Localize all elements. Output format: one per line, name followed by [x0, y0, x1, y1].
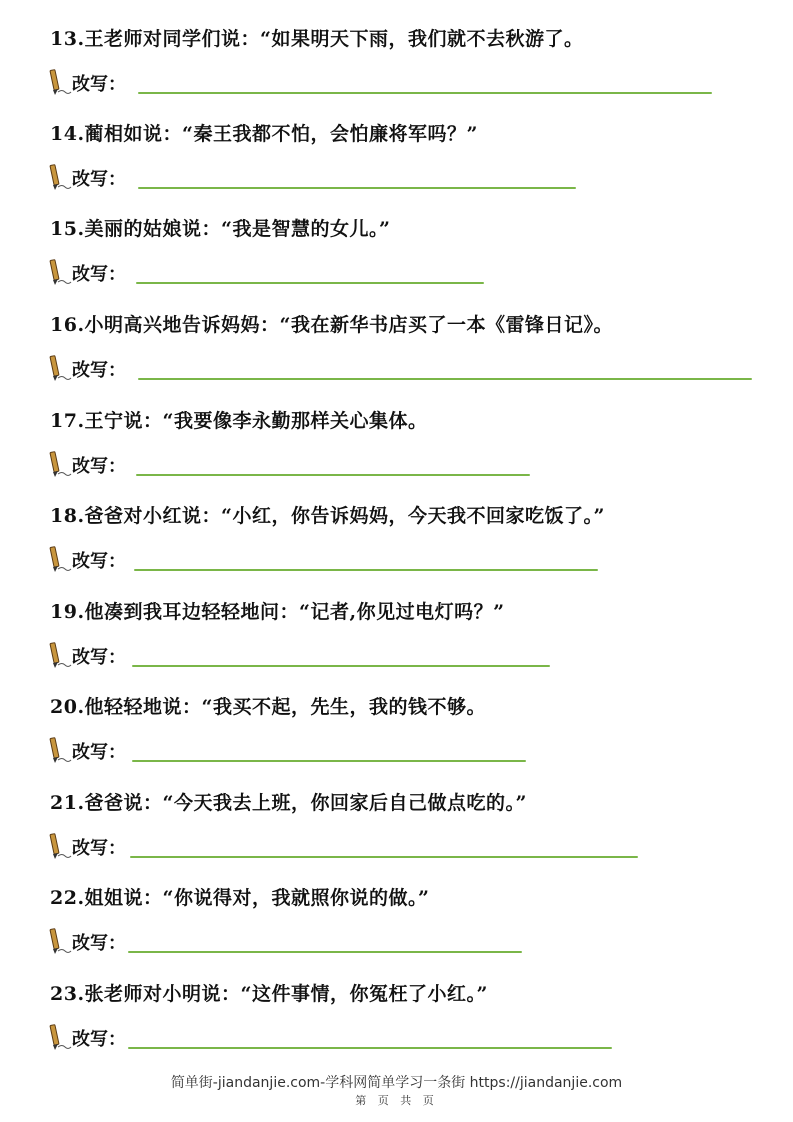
question-text: 22.姐姐说：“你说得对，我就照你说的做。” [50, 887, 430, 909]
question-text: 13.王老师对同学们说：“如果明天下雨，我们就不去秋游了。 [50, 28, 584, 50]
pencil-icon [46, 258, 72, 286]
footer-page-number: 第 页 共 页 [355, 1094, 438, 1107]
exercise-16 [0, 310, 793, 406]
answer-line[interactable] [130, 856, 638, 858]
exercise-13 [0, 24, 793, 120]
answer-line[interactable] [132, 760, 526, 762]
rewrite-label: 改写： [72, 551, 126, 572]
rewrite-label: 改写： [72, 360, 126, 381]
rewrite-label: 改写： [72, 169, 126, 190]
pencil-icon [46, 450, 72, 478]
pencil-icon [46, 736, 72, 764]
answer-row [46, 832, 786, 862]
pencil-icon [46, 163, 72, 191]
exercise-22 [0, 883, 793, 979]
answer-line[interactable] [132, 665, 550, 667]
pencil-icon [46, 1023, 72, 1051]
answer-line[interactable] [138, 92, 712, 94]
question-text: 18.爸爸对小红说：“小红，你告诉妈妈，今天我不回家吃饭了。” [50, 505, 605, 527]
pencil-icon [46, 354, 72, 382]
answer-row [46, 354, 786, 384]
answer-line[interactable] [138, 187, 576, 189]
exercise-15 [0, 214, 793, 310]
rewrite-label: 改写： [72, 264, 126, 285]
rewrite-label: 改写： [72, 647, 126, 668]
rewrite-label: 改写： [72, 933, 126, 954]
answer-row [46, 927, 786, 957]
question-text: 16.小明高兴地告诉妈妈：“我在新华书店买了一本《雷锋日记》。 [50, 314, 613, 336]
rewrite-label: 改写： [72, 838, 126, 859]
exercise-14 [0, 119, 793, 215]
exercise-20 [0, 692, 793, 788]
pencil-icon [46, 68, 72, 96]
exercise-21 [0, 788, 793, 884]
answer-line[interactable] [134, 569, 598, 571]
answer-row [46, 258, 786, 288]
answer-line[interactable] [128, 951, 522, 953]
rewrite-label: 改写： [72, 742, 126, 763]
answer-row [46, 450, 786, 480]
question-text: 14.蔺相如说：“秦王我都不怕，会怕廉将军吗？” [50, 123, 478, 145]
rewrite-label: 改写： [72, 74, 126, 95]
question-text: 23.张老师对小明说：“这件事情，你冤枉了小红。” [50, 983, 488, 1005]
pencil-icon [46, 832, 72, 860]
answer-row [46, 1023, 786, 1053]
rewrite-label: 改写： [72, 456, 126, 477]
answer-row [46, 641, 786, 671]
question-text: 17.王宁说：“我要像李永勤那样关心集体。 [50, 410, 428, 432]
answer-row [46, 736, 786, 766]
exercise-18 [0, 501, 793, 597]
answer-line[interactable] [136, 282, 484, 284]
exercise-23 [0, 979, 793, 1075]
answer-line[interactable] [138, 378, 752, 380]
answer-row [46, 163, 786, 193]
footer-source: 简单街-jiandanjie.com-学科网简单学习一条街 https://jiandanjie.com [170, 1075, 623, 1091]
answer-row [46, 545, 786, 575]
answer-line[interactable] [128, 1047, 612, 1049]
answer-line[interactable] [136, 474, 530, 476]
rewrite-label: 改写： [72, 1029, 126, 1050]
question-text: 21.爸爸说：“今天我去上班，你回家后自己做点吃的。” [50, 792, 527, 814]
pencil-icon [46, 545, 72, 573]
answer-row [46, 68, 786, 98]
pencil-icon [46, 641, 72, 669]
exercise-19 [0, 597, 793, 693]
pencil-icon [46, 927, 72, 955]
question-text: 20.他轻轻地说：“我买不起，先生，我的钱不够。 [50, 696, 486, 718]
exercise-17 [0, 406, 793, 502]
question-text: 15.美丽的姑娘说：“我是智慧的女儿。” [50, 218, 391, 240]
question-text: 19.他凑到我耳边轻轻地问：“记者,你见过电灯吗？” [50, 601, 505, 623]
